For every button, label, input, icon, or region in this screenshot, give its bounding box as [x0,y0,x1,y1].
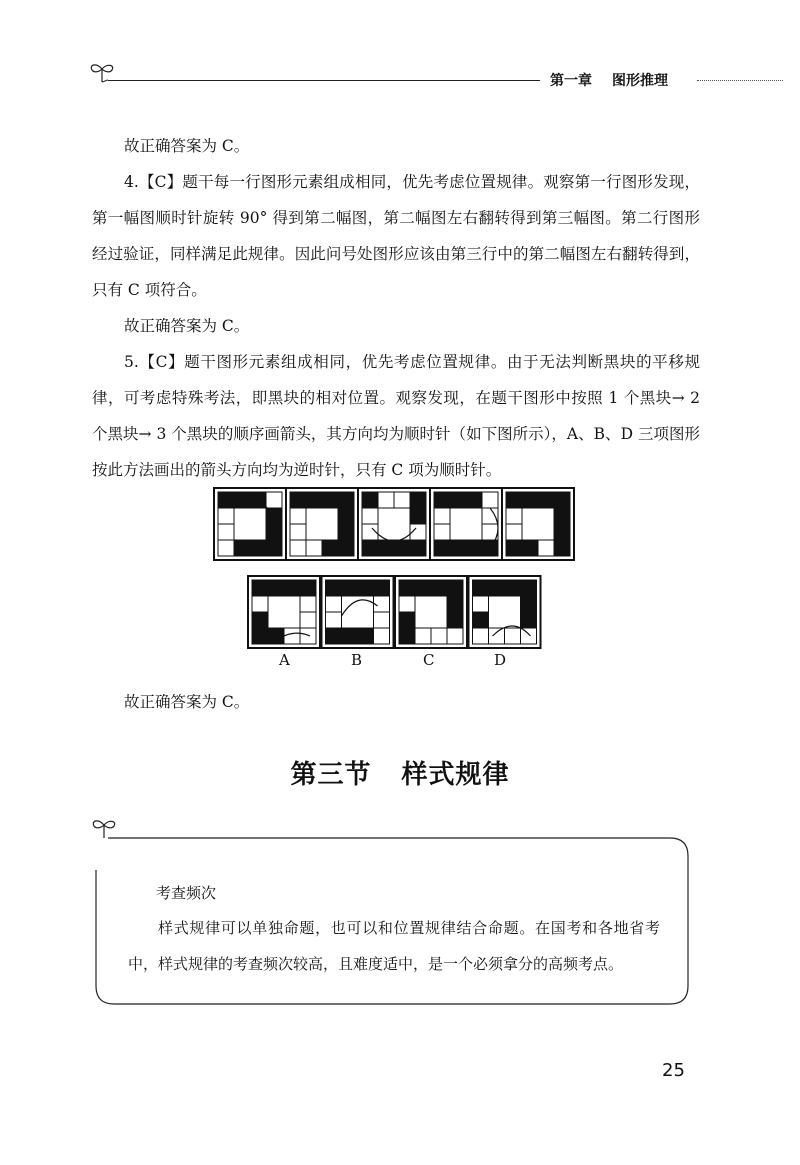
question-5-explanation: 5.【C】题干图形元素组成相同，优先考虑位置规律。由于无法判断黑块的平移规律，可考虑特殊考法，即黑块的相对位置。观察发现，在题干图形中按照 1 个黑块→ 2 个黑块→ 3 个黑块的顺序画箭头，其方向均为顺时针（如下图所示），A、B、D 三项图形按此方法画出的箭头方向均为逆时针，只有 C 项为顺时针。 [92,353,700,479]
section-number: 第三节 [290,760,372,790]
header-rule [108,80,540,81]
option-label-b: B [351,651,363,669]
answer-line: 故正确答案为 C。 [124,137,250,155]
sprout-icon [88,60,118,86]
option-label-a: A [279,651,290,669]
question-figure-row [214,488,574,560]
box-heading: 考查频次 [156,884,217,902]
figure-cell [502,488,574,560]
figure-cell [286,488,358,560]
box-text: 样式规律可以单独命题，也可以和位置规律结合命题。在国考和各地省考中，样式规律的考查频次较高，且难度适中，是一个必须拿分的高频考点。 [128,919,660,973]
question-4-explanation: 4.【C】题干每一行图形元素组成相同，优先考虑位置规律。观察第一行图形发现，第一幅图顺时针旋转 90° 得到第二幅图，第二幅图左右翻转得到第三幅图。第二行图形经过验证，同样满足此规律。因此问号处图形应该由第三行中的第二幅图左右翻转得到，只有 C 项符合。 [92,173,700,299]
option-label-c: C [423,651,435,669]
running-header [550,70,688,90]
section-title [0,754,800,791]
figure-cell [430,488,502,560]
chapter-label: 第一章 [550,73,592,89]
sprout-icon [93,821,114,838]
option-cell [248,576,320,648]
figure-cell [358,488,430,560]
option-cell [322,576,394,648]
answer-line: 故正确答案为 C。 [124,693,250,711]
chapter-title: 图形推理 [612,73,668,89]
option-figure-row [248,576,542,648]
figure-cell [214,488,286,560]
option-label-d: D [494,651,507,669]
answer-line: 故正确答案为 C。 [124,317,250,335]
option-cell [469,576,541,648]
page-number: 25 [662,1060,685,1081]
option-cell [395,576,467,648]
header-dots [697,80,783,81]
section-name: 样式规律 [401,760,510,790]
